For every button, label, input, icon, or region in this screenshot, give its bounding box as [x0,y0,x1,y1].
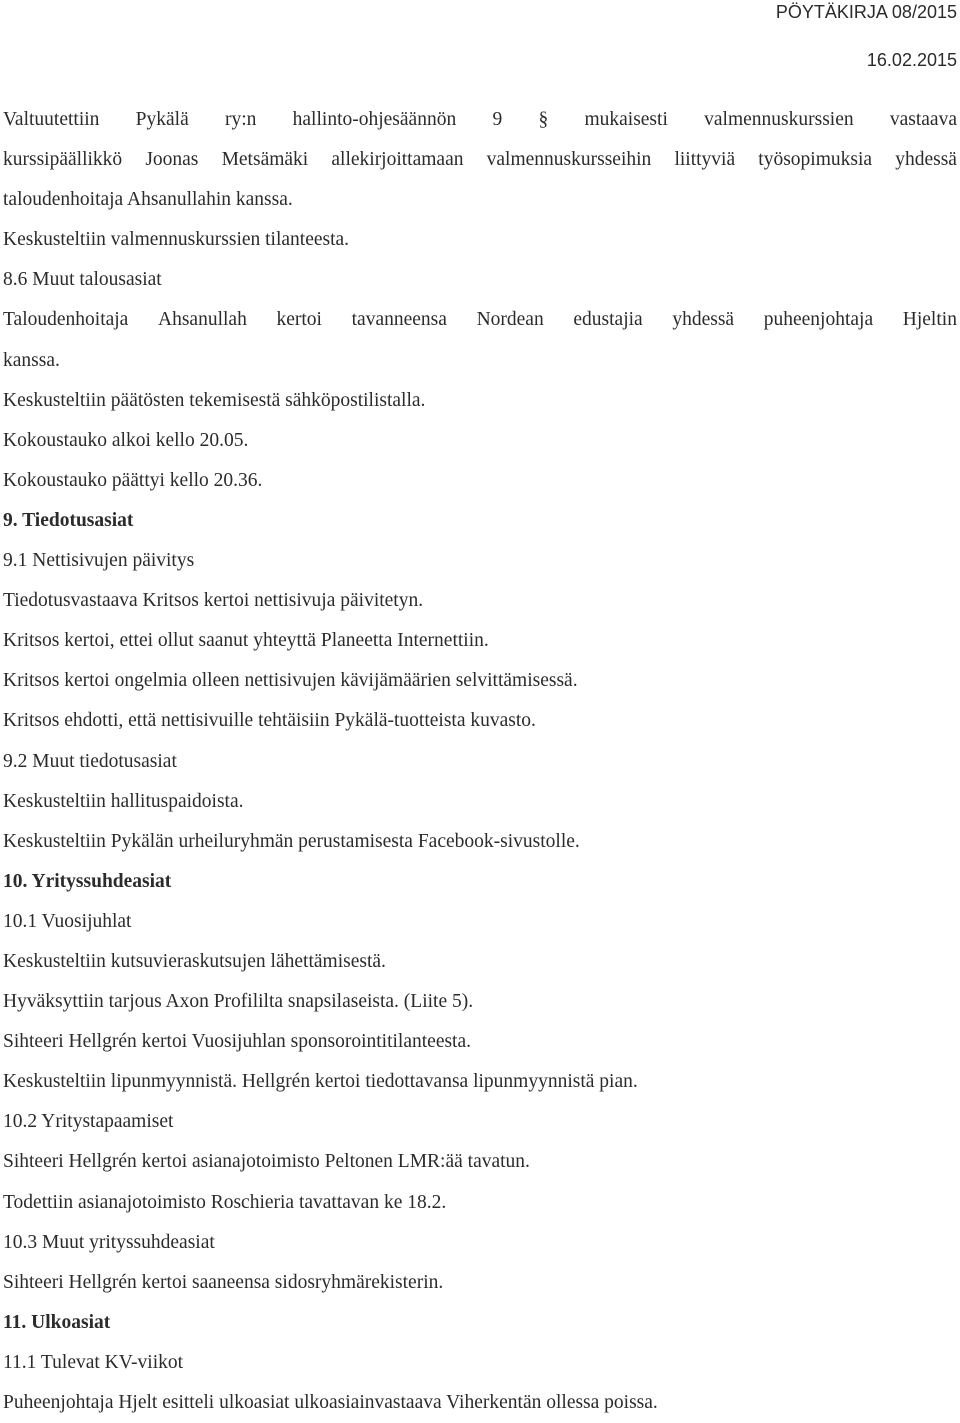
word: työsopimuksia [758,149,873,171]
paragraph: Sihteeri Hellgrén kertoi saaneensa sidosryhmärekisterin. [3,1271,444,1293]
justified-line [3,300,957,340]
word: Ahsanullah [158,309,247,331]
paragraph: Sihteeri Hellgrén kertoi Vuosijuhlan sponsorointitilanteesta. [3,1031,472,1053]
word: valmennuskurssien [704,109,854,130]
subsection-heading: 8.6 Muut talousasiat [3,269,162,291]
word: Joonas [145,149,199,171]
word: Valtuutettiin [3,109,100,130]
word: Hjeltin [902,309,957,331]
minutes-body [3,100,957,1423]
word: kertoi [276,309,322,331]
word: edustajia [573,309,643,331]
section-heading: 11. Ulkoasiat [3,1311,111,1333]
word: puheenjohtaja [763,309,874,331]
paragraph-line: kanssa. [3,349,60,371]
word: yhdessä [895,149,957,171]
paragraph: Todettiin asianajotoimisto Roschieria tavattavan ke 18.2. [3,1191,447,1213]
document-date: 16.02.2015 [866,50,957,70]
subsection-heading: 10.1 Vuosijuhlat [3,910,132,932]
subsection-heading: 9.2 Muut tiedotusasiat [3,750,177,772]
subsection-heading: 10.2 Yritystapaamiset [3,1111,174,1133]
paragraph: Keskusteltiin kutsuvieraskutsujen lähettämisestä. [3,950,386,972]
paragraph: Keskusteltiin Pykälän urheiluryhmän perustamisesta Facebook-sivustolle. [3,830,580,852]
word: kurssipäällikkö [3,149,123,171]
word: yhdessä [672,309,735,331]
word: liittyviä [674,149,736,171]
word: mukaisesti [584,109,668,130]
word: Nordean [476,309,544,331]
paragraph: Keskusteltiin valmennuskurssien tilanteesta. [3,229,350,251]
subsection-heading: 11.1 Tulevat KV-viikot [3,1351,184,1373]
paragraph: Kritsos kertoi ongelmia olleen nettisivujen kävijämäärien selvittämisessä. [3,670,578,692]
paragraph: Sihteeri Hellgrén kertoi asianajotoimisto Peltonen LMR:ää tavatun. [3,1151,530,1173]
word: Pykälä [135,109,189,130]
paragraph-line: taloudenhoitaja Ahsanullahin kanssa. [3,189,293,211]
paragraph: Hyväksyttiin tarjous Axon Profililta snapsilaseista. (Liite 5). [3,991,474,1013]
word: tavanneensa [351,309,447,331]
paragraph: Puheenjohtaja Hjelt esitteli ulkoasiat ulkoasiainvastaava Viherkentän ollessa poissa. [3,1392,658,1413]
paragraph: Kokoustauko alkoi kello 20.05. [3,429,249,451]
paragraph: Keskusteltiin hallituspaidoista. [3,790,244,812]
word: valmennuskursseihin [486,149,652,171]
paragraph: Tiedotusvastaava Kritsos kertoi nettisivuja päivitetyn. [3,590,424,612]
word: hallinto-ohjesäännön [292,109,457,130]
paragraph: Kritsos kertoi, ettei ollut saanut yhteyttä Planeetta Internettiin. [3,630,489,652]
paragraph: Keskusteltiin lipunmyynnistä. Hellgrén kertoi tiedottavansa lipunmyynnistä pian. [3,1071,638,1093]
section-heading: 9. Tiedotusasiat [3,509,134,531]
paragraph: Kritsos ehdotti, että nettisivuille tehtäisiin Pykälä-tuotteista kuvasto. [3,710,536,732]
subsection-heading: 10.3 Muut yrityssuhdeasiat [3,1231,215,1253]
word: Taloudenhoitaja [3,309,129,331]
word: vastaava [889,109,957,130]
paragraph: Kokoustauko päättyi kello 20.36. [3,469,263,491]
justified-line [3,140,957,180]
document-title: PÖYTÄKIRJA 08/2015 [775,2,957,22]
paragraph: Keskusteltiin päätösten tekemisestä sähköpostilistalla. [3,389,426,411]
word: allekirjoittamaan [331,149,464,171]
word: ry:n [224,109,257,130]
word: Metsämäki [221,149,309,171]
subsection-heading: 9.1 Nettisivujen päivitys [3,550,195,572]
word: 9 [492,109,503,130]
section-heading: 10. Yrityssuhdeasiat [3,870,172,892]
word: § [538,109,549,130]
justified-line [3,100,957,140]
